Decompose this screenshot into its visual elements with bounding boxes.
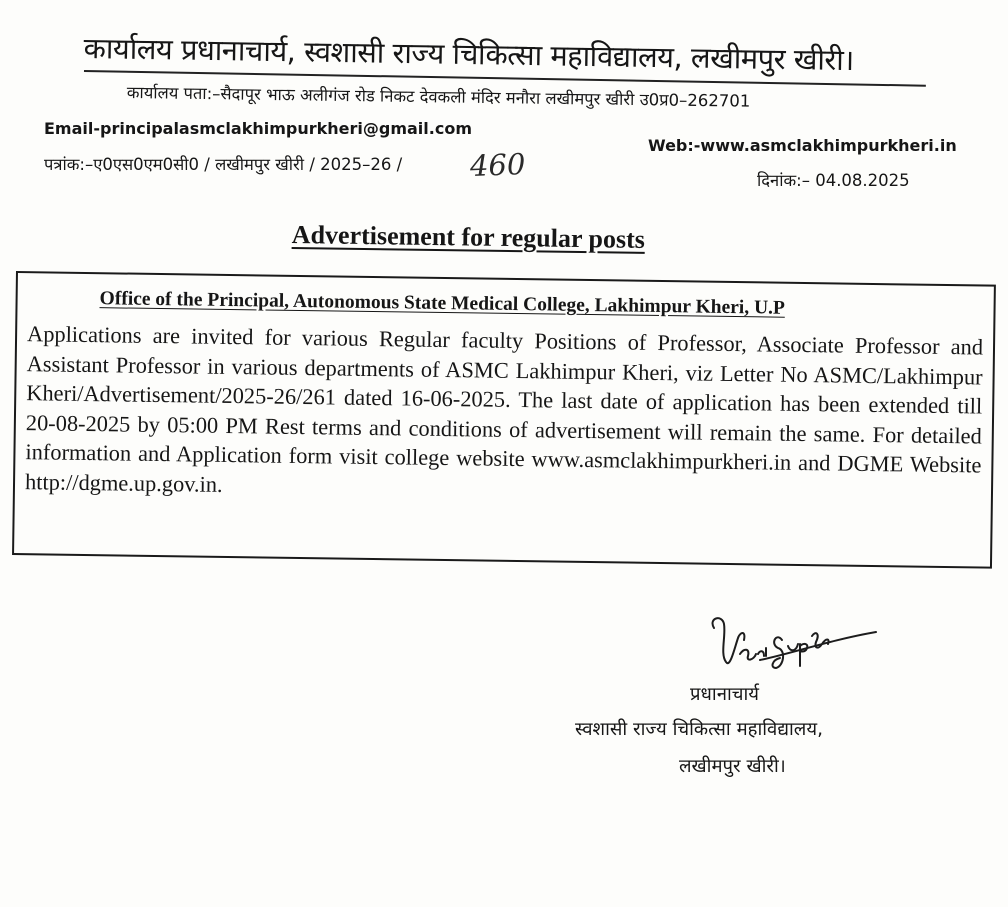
letterhead-email: Email-principalasmclakhimpurkheri@gmail.com xyxy=(44,119,472,138)
letter-date: दिनांक:– 04.08.2025 xyxy=(757,171,910,190)
notice-box xyxy=(12,271,996,569)
notice-title: Office of the Principal, Autonomous State Medical College, Lakhimpur Kheri, U.P xyxy=(99,288,786,319)
notice-body: Applications are invited for various Regular faculty Positions of Professor, Associate Professor and Assistant Professor in various departments of ASMC Lakhimpur Kheri, viz Letter No ASMC/Lakhimpur Kheri/Advertisement/2025-26/261 dated 16-06-2025. The last date of application has been extended till 20-08-2025 by 05:00 PM Rest terms and conditions of advertisement will remain the same. For detailed information and Application form visit college website www.asmclakhimpurkheri.in and DGME Website http://dgme.up.gov.in. xyxy=(24,321,984,497)
letterhead-address: कार्यालय पता:–सैदापूर भाऊ अलीगंज रोड निकट देवकली मंदिर मनौरा लखीमपुर खीरी उ0प्र0–262701 xyxy=(126,82,751,111)
letterhead-title: कार्यालय प्रधानाचार्य, स्वशासी राज्य चिकित्सा महाविद्यालय, लखीमपुर खीरी। xyxy=(83,30,855,78)
handwritten-signature xyxy=(700,610,880,680)
advertisement-heading: Advertisement for regular posts xyxy=(291,220,646,254)
letterhead-website: Web:-www.asmclakhimpurkheri.in xyxy=(648,136,957,155)
reference-line: पत्रांक:–ए0एस0एम0सी0 / लखीमपुर खीरी / 2025–26 / xyxy=(44,155,403,174)
signatory-place: लखीमपुर खीरी। xyxy=(679,756,786,777)
signatory-college: स्वशासी राज्य चिकित्सा महाविद्यालय, xyxy=(575,719,823,740)
signatory-designation: प्रधानाचार्य xyxy=(690,684,760,705)
reference-number-handwritten: 460 xyxy=(469,147,526,183)
